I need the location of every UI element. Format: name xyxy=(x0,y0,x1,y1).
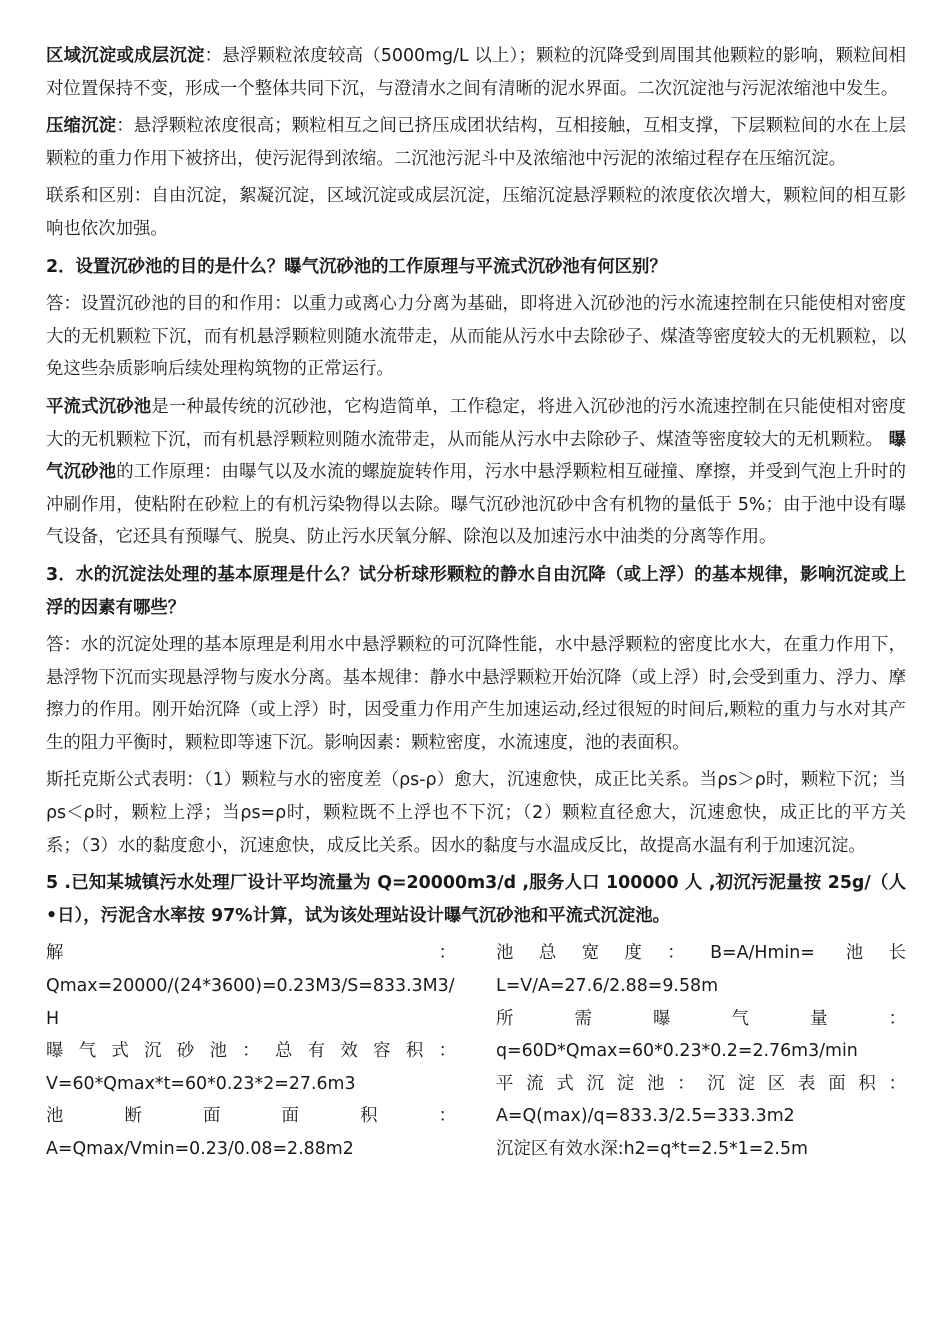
total-width-line: 池总宽度：B=A/Hmin= 池长 xyxy=(496,943,906,964)
solution-label-colon: ： xyxy=(438,943,456,964)
formula-depth: 沉淀区有效水深:h2=q*t=2.5*1=2.5m xyxy=(496,1139,808,1159)
text-compression-settling: ：悬浮颗粒浓度很高；颗粒相互之间已挤压成团状结构，互相接触，互相支撑，下层颗粒间的水在上层颗粒的重力作用下被挤出，使污泥得到浓缩。二沉池污泥斗中及浓缩池中污泥的浓缩过程存在压缩沉淀。 xyxy=(46,116,906,169)
formula-length: L=V/A=27.6/2.88=9.58m xyxy=(496,976,719,997)
term-horizontal-grit-chamber: 平流式沉砂池 xyxy=(46,396,152,417)
question-3: 3．水的沉淀法处理的基本原理是什么？试分析球形颗粒的静水自由沉降（或上浮）的基本规律，影响沉淀或上浮的因素有哪些？ xyxy=(46,564,906,618)
aerated-grit-volume-label: 曝气式沉砂池：总有效容积： xyxy=(46,1041,456,1062)
answer-3: 答：水的沉淀处理的基本原理是利用水中悬浮颗粒的可沉降性能，水中悬浮颗粒的密度比水大，在重力作用下，悬浮物下沉而实现悬浮物与废水分离。基本规律：静水中悬浮颗粒开始沉降（或上浮）时,会受到重力、浮力、摩擦力的作用。刚开始沉降（或上浮）时，因受重力作用产生加速运动,经过很短的时间后,颗粒的重力与水对其产生的阻力平衡时，颗粒即等速下沉。影响因素：颗粒密度，水流速度，池的表面积。 xyxy=(46,635,906,753)
question-5: 5 .已知某城镇污水处理厂设计平均流量为 Q=20000m3/d ,服务人口 100000 人 ,初沉污泥量按 25g/（人•日），污泥含水率按 97%计算，试为该处理站设计曝气沉砂池和平流式沉淀池。 xyxy=(46,873,906,926)
solution-right-column xyxy=(496,937,906,1165)
formula-volume: V=60*Qmax*t=60*0.23*2=27.6m3 xyxy=(46,1073,356,1094)
solution-columns xyxy=(46,937,906,1165)
term-zone-settling: 区域沉淀或成层沉淀 xyxy=(46,46,205,66)
text-zone-settling: ：悬浮颗粒浓度较高（5000mg/L 以上）；颗粒的沉降受到周围其他颗粒的影响，颗粒间相对位置保持不变，形成一个整体共同下沉，与澄清水之间有清晰的泥水界面。二次沉淀池与污泥浓缩池中发生。 xyxy=(46,46,906,99)
term-compression-settling: 压缩沉淀 xyxy=(46,116,117,137)
paragraph-relations: 联系和区别：自由沉淀，絮凝沉淀，区域沉淀或成层沉淀，压缩沉淀悬浮颗粒的浓度依次增大，颗粒间的相互影响也依次加强。 xyxy=(46,186,906,239)
formula-aeration: q=60D*Qmax=60*0.23*0.2=2.76m3/min xyxy=(496,1041,858,1062)
term-aerated-grit-chamber: 曝气沉砂池 xyxy=(46,429,906,483)
answer-2: 答：设置沉砂池的目的和作用：以重力或离心力分离为基础，即将进入沉砂池的污水流速控制在只能使相对密度大的无机颗粒下沉，而有机悬浮颗粒则随水流带走，从而能从污水中去除砂子、煤渣等密度较大的无机颗粒，以免这些杂质影响后续处理构筑物的正常运行。 xyxy=(46,294,906,380)
sedimentation-area-label: 平流式沉淀池：沉淀区表面积： xyxy=(496,1073,906,1094)
formula-area: A=Qmax/Vmin=0.23/0.08=2.88m2 xyxy=(46,1139,354,1159)
cross-section-area-label: 池断面面积： xyxy=(46,1106,456,1127)
question-2: 2．设置沉砂池的目的是什么？曝气沉砂池的工作原理与平流式沉砂池有何区别？ xyxy=(46,256,667,277)
paragraph-compression-settling xyxy=(46,110,906,175)
solution-label xyxy=(46,937,456,970)
text-aerated-grit-chamber: 的工作原理：由曝气以及水流的螺旋旋转作用，污水中悬浮颗粒相互碰撞、摩擦，并受到气泡上升时的冲刷作用，使粘附在砂粒上的有机污染物得以去除。曝气沉砂池沉砂中含有机物的量低于 5%；由于池中设有曝气设备，它还具有预曝气、脱臭、防止污水厌氧分解、除泡以及加速污水中油类的分离等作用。 xyxy=(46,462,906,548)
formula-qmax: Qmax=20000/(24*3600)=0.23M3/S=833.3M3/H xyxy=(46,976,455,1029)
paragraph-stokes-law: 斯托克斯公式表明：（1）颗粒与水的密度差（ρs-ρ）愈大，沉速愈快，成正比关系。当ρs＞ρ时，颗粒下沉；当ρs＜ρ时，颗粒上浮；当ρs=ρ时，颗粒既不上浮也不下沉；（2）颗粒直径愈大，沉速愈快，成正比的平方关系；（3）水的黏度愈小，沉速愈快，成反比关系。因水的黏度与水温成反比，故提高水温有利于加速沉淀。 xyxy=(46,770,906,856)
solution-left-column xyxy=(46,937,456,1165)
paragraph-zone-settling xyxy=(46,40,906,105)
paragraph-grit-chambers xyxy=(46,391,906,554)
aeration-amount-label: 所需曝气量： xyxy=(496,1008,906,1029)
text-horizontal-grit-chamber: 是一种最传统的沉砂池，它构造简单，工作稳定，将进入沉砂池的污水流速控制在只能使相对密度大的无机颗粒下沉，而有机悬浮颗粒则随水流带走，从而能从污水中去除砂子、煤渣等密度较大的无机颗粒。 xyxy=(46,396,906,450)
formula-surface-area: A=Q(max)/q=833.3/2.5=333.3m2 xyxy=(496,1106,795,1127)
document-page xyxy=(46,40,906,1166)
solution-label-text: 解 xyxy=(46,943,64,964)
